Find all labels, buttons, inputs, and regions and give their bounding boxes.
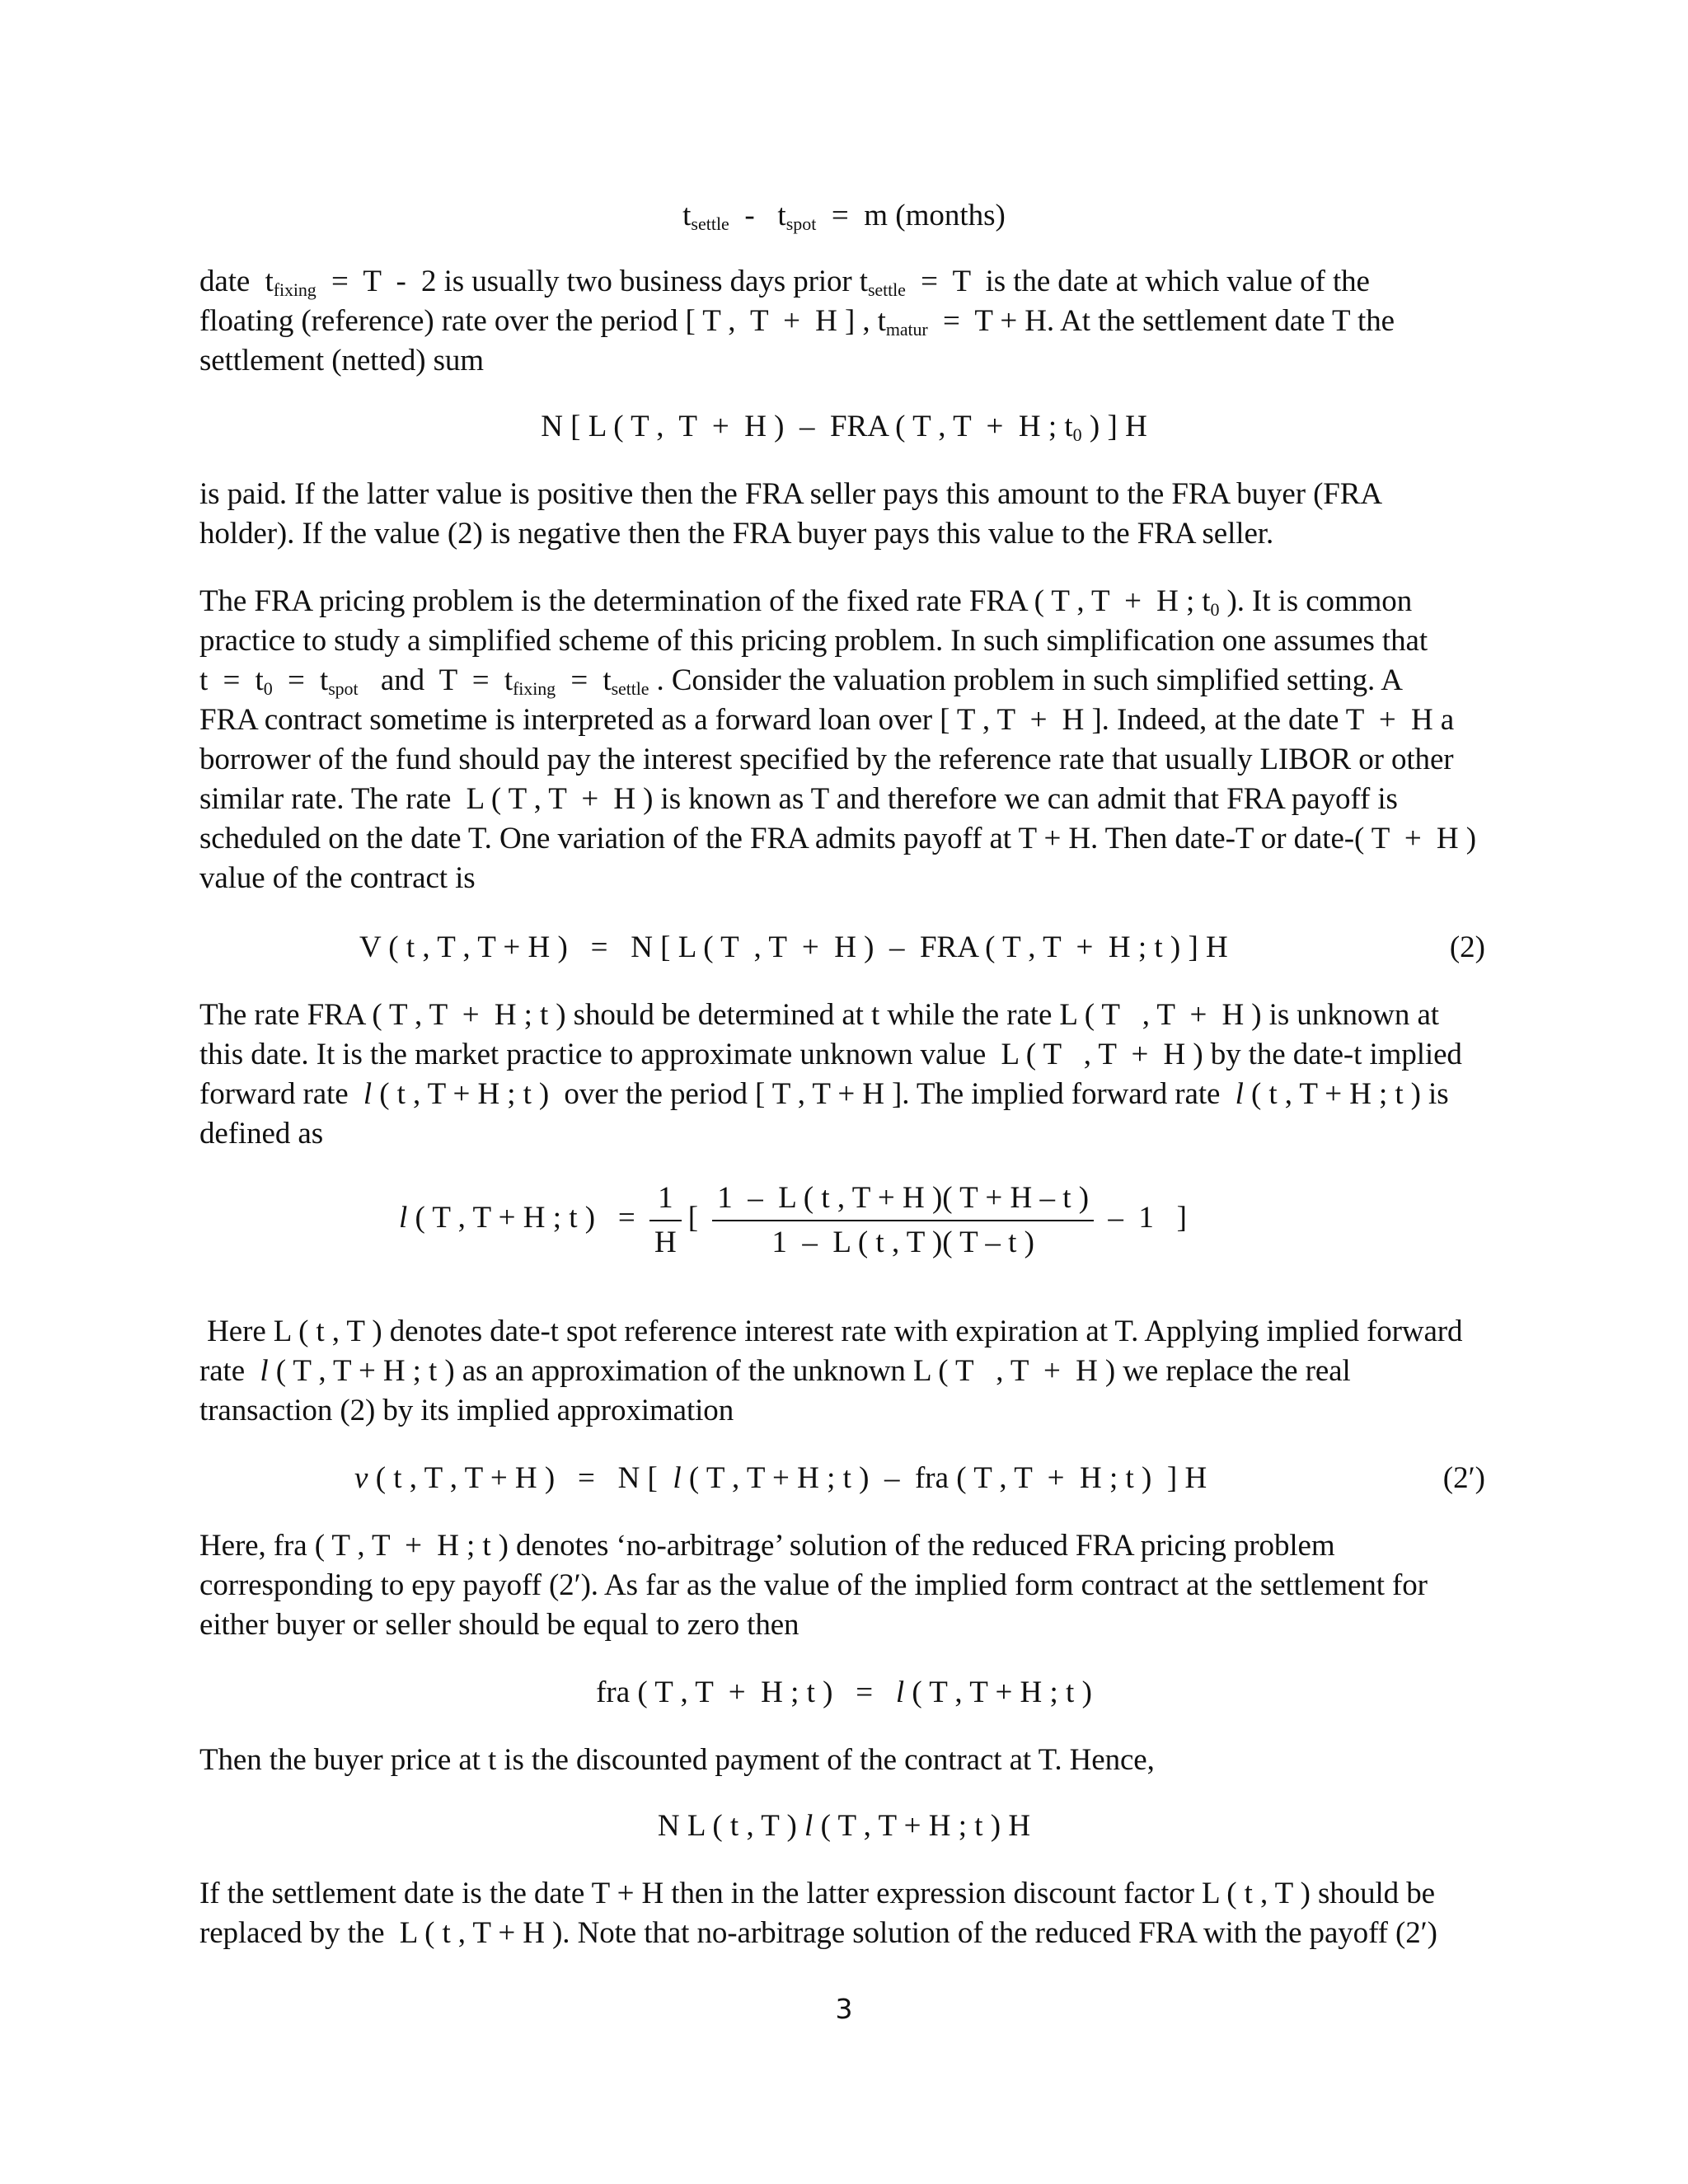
equation-2-number: (2) <box>1449 930 1485 964</box>
paragraph-1-line-1: date $t_{fixing} = T - 2$ is usually two business days prior $t_{settle} = T$ is the date at which value of the <box>199 265 1370 300</box>
paragraph-5-line-2: rate l ( T , T + H ; t ) as an approximation of the unknown L ( T , T + H ) we replace the real <box>199 1354 1351 1388</box>
paragraph-2-line-1: is paid. If the latter value is positive then the FRA seller pays this amount to the FRA buyer (FRA <box>199 477 1382 511</box>
equation-implied-forward-rate: l ( T , T + H ; t ) = $\frac{1}{H}$ [ $\frac{1 - L ( t , T + H )( T + H - t )}{1 - L ( t , T )( T - t )}$ – 1 ] <box>399 1175 1187 1264</box>
paragraph-7-line-1: Then the buyer price at t is the discounted payment of the contract at T. Hence, <box>199 1743 1155 1777</box>
paragraph-3-line-7: scheduled on the date T. One variation of the FRA admits payoff at T + H. Then date-T or date-( T + H ) <box>199 822 1476 855</box>
paragraph-6-line-1: Here, fra ( T , T + H ; t ) denotes ‘no-arbitrage’ solution of the reduced FRA pricing problem <box>199 1529 1335 1563</box>
paragraph-3-line-1: The FRA pricing problem is the determination of the fixed rate FRA ( T , T + H ; $t_0$ ). It is common <box>199 584 1413 620</box>
equation-2: V ( t , T , T + H ) = N [ L ( T , T + H ) – FRA ( T , T + H ; t ) ] H <box>359 930 1228 964</box>
equation-fra-equals-implied: fra ( T , T + H ; t ) = l ( T , T + H ; t ) <box>596 1675 1092 1709</box>
paragraph-3-line-2: practice to study a simplified scheme of this pricing problem. In such simplification one assumes that <box>199 624 1428 658</box>
equation-buyer-price: N L ( t , T ) l ( T , T + H ; t ) H <box>657 1809 1031 1843</box>
paragraph-3-line-8: value of the contract is <box>199 861 476 895</box>
paragraph-4-line-2: this date. It is the market practice to approximate unknown value L ( T , T + H ) by the date-t implied <box>199 1038 1462 1071</box>
paragraph-3-line-6: similar rate. The rate L ( T , T + H ) is known as T and therefore we can admit that FRA payoff is <box>199 782 1398 816</box>
page-number: 3 <box>835 1993 853 2025</box>
paragraph-3-line-4: FRA contract sometime is interpreted as a forward loan over [ T , T + H ]. Indeed, at the date T + H a <box>199 703 1455 737</box>
paragraph-8-line-2: replaced by the L ( t , T + H ). Note that no-arbitrage solution of the reduced FRA with the payoff (2′) <box>199 1916 1437 1950</box>
paragraph-4-line-4: defined as <box>199 1117 324 1151</box>
paragraph-5-line-3: transaction (2) by its implied approximation <box>199 1394 734 1427</box>
paragraph-4-line-1: The rate FRA ( T , T + H ; t ) should be determined at t while the rate L ( T , T + H ) is unknown at <box>199 998 1439 1032</box>
paragraph-8-line-1: If the settlement date is the date T + H then in the latter expression discount factor L ( t , T ) should be <box>199 1877 1435 1910</box>
equation-settlement-sum: N [ L ( T , T + H ) – FRA ( T , T + H ; $t_0$ ) ] H <box>541 410 1147 445</box>
fraction-discount-ratio: $\frac{1 - L ( t , T + H )( T + H - t )}{1 - L ( t , T )( T - t )}$ <box>712 1177 1094 1264</box>
paragraph-5-line-1: Here L ( t , T ) denotes date-t spot reference interest rate with expiration at T. Applying implied forward <box>199 1315 1463 1348</box>
fraction-one-over-h: $\frac{1}{H}$ <box>649 1177 682 1264</box>
paragraph-4-line-3: forward rate l ( t , T + H ; t ) over the period [ T , T + H ]. The implied forward rate l ( t , T + H ; t ) is <box>199 1077 1449 1111</box>
paragraph-3-line-5: borrower of the fund should pay the interest specified by the reference rate that usually LIBOR or other <box>199 743 1454 776</box>
paragraph-1-line-2: floating (reference) rate over the period [ T , T + H ] , $t_{matur} = T + H$. At the settlement date T the <box>199 304 1395 340</box>
paragraph-2-line-2: holder). If the value (2) is negative then the FRA buyer pays this value to the FRA seller. <box>199 517 1274 551</box>
equation-2-prime: v ( t , T , T + H ) = N [ l ( T , T + H ; t ) – fra ( T , T + H ; t ) ] H <box>354 1461 1207 1495</box>
equation-2-prime-number: (2′) <box>1442 1461 1485 1495</box>
paragraph-1-line-3: settlement (netted) sum <box>199 344 484 377</box>
paragraph-6-line-3: either buyer or seller should be equal to zero then <box>199 1608 799 1642</box>
equation-maturity-months: $t_{settle} - t_{spot} = m$ (months) <box>682 199 1006 234</box>
paragraph-6-line-2: corresponding to epy payoff (2′). As far as the value of the implied form contract at the settlement for <box>199 1568 1428 1602</box>
paragraph-3-line-3: $t = t_0 = t_{spot}$ and $T = t_{fixing} = t_{settle}$ . Consider the valuation problem in such simplified setting. A <box>199 663 1403 699</box>
